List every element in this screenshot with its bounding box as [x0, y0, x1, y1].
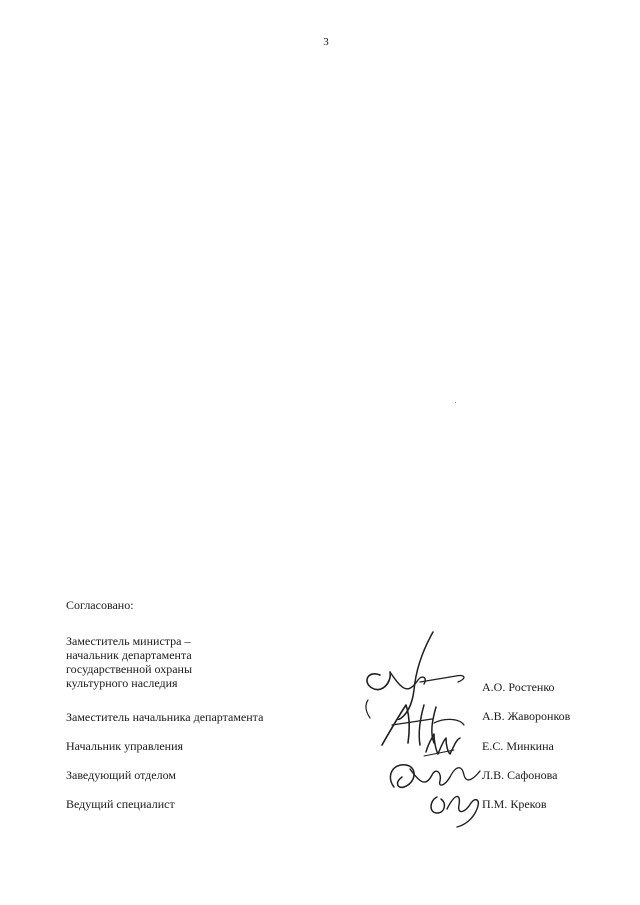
- approver-name: А.О. Ростенко: [482, 680, 555, 694]
- approver-name: А.В. Жаворонков: [482, 709, 571, 723]
- position-line: государственной охраны: [66, 662, 193, 676]
- approver-position: [66, 710, 263, 724]
- position-line: культурного наследия: [66, 676, 178, 690]
- approver-name: П.М. Креков: [482, 797, 547, 811]
- approved-label: Согласовано:: [66, 598, 134, 612]
- position-line: Заведующий отделом: [66, 768, 176, 782]
- signature-krekov: [425, 787, 485, 829]
- position-line: Заместитель министра –: [66, 634, 191, 648]
- approver-position: [66, 739, 183, 753]
- approver-name: Е.С. Минкина: [482, 739, 554, 753]
- approver-position: [66, 634, 192, 690]
- approver-position: [66, 768, 176, 782]
- position-line: Заместитель начальника департамента: [66, 710, 264, 724]
- approver-position: [66, 797, 175, 811]
- approver-name: Л.В. Сафонова: [482, 768, 558, 782]
- scan-speck: [455, 402, 456, 403]
- page-number: 3: [323, 36, 329, 48]
- position-line: Ведущий специалист: [66, 797, 175, 811]
- signature-minkina: [420, 730, 470, 760]
- position-line: начальник департамента: [66, 648, 192, 662]
- position-line: Начальник управления: [66, 739, 184, 753]
